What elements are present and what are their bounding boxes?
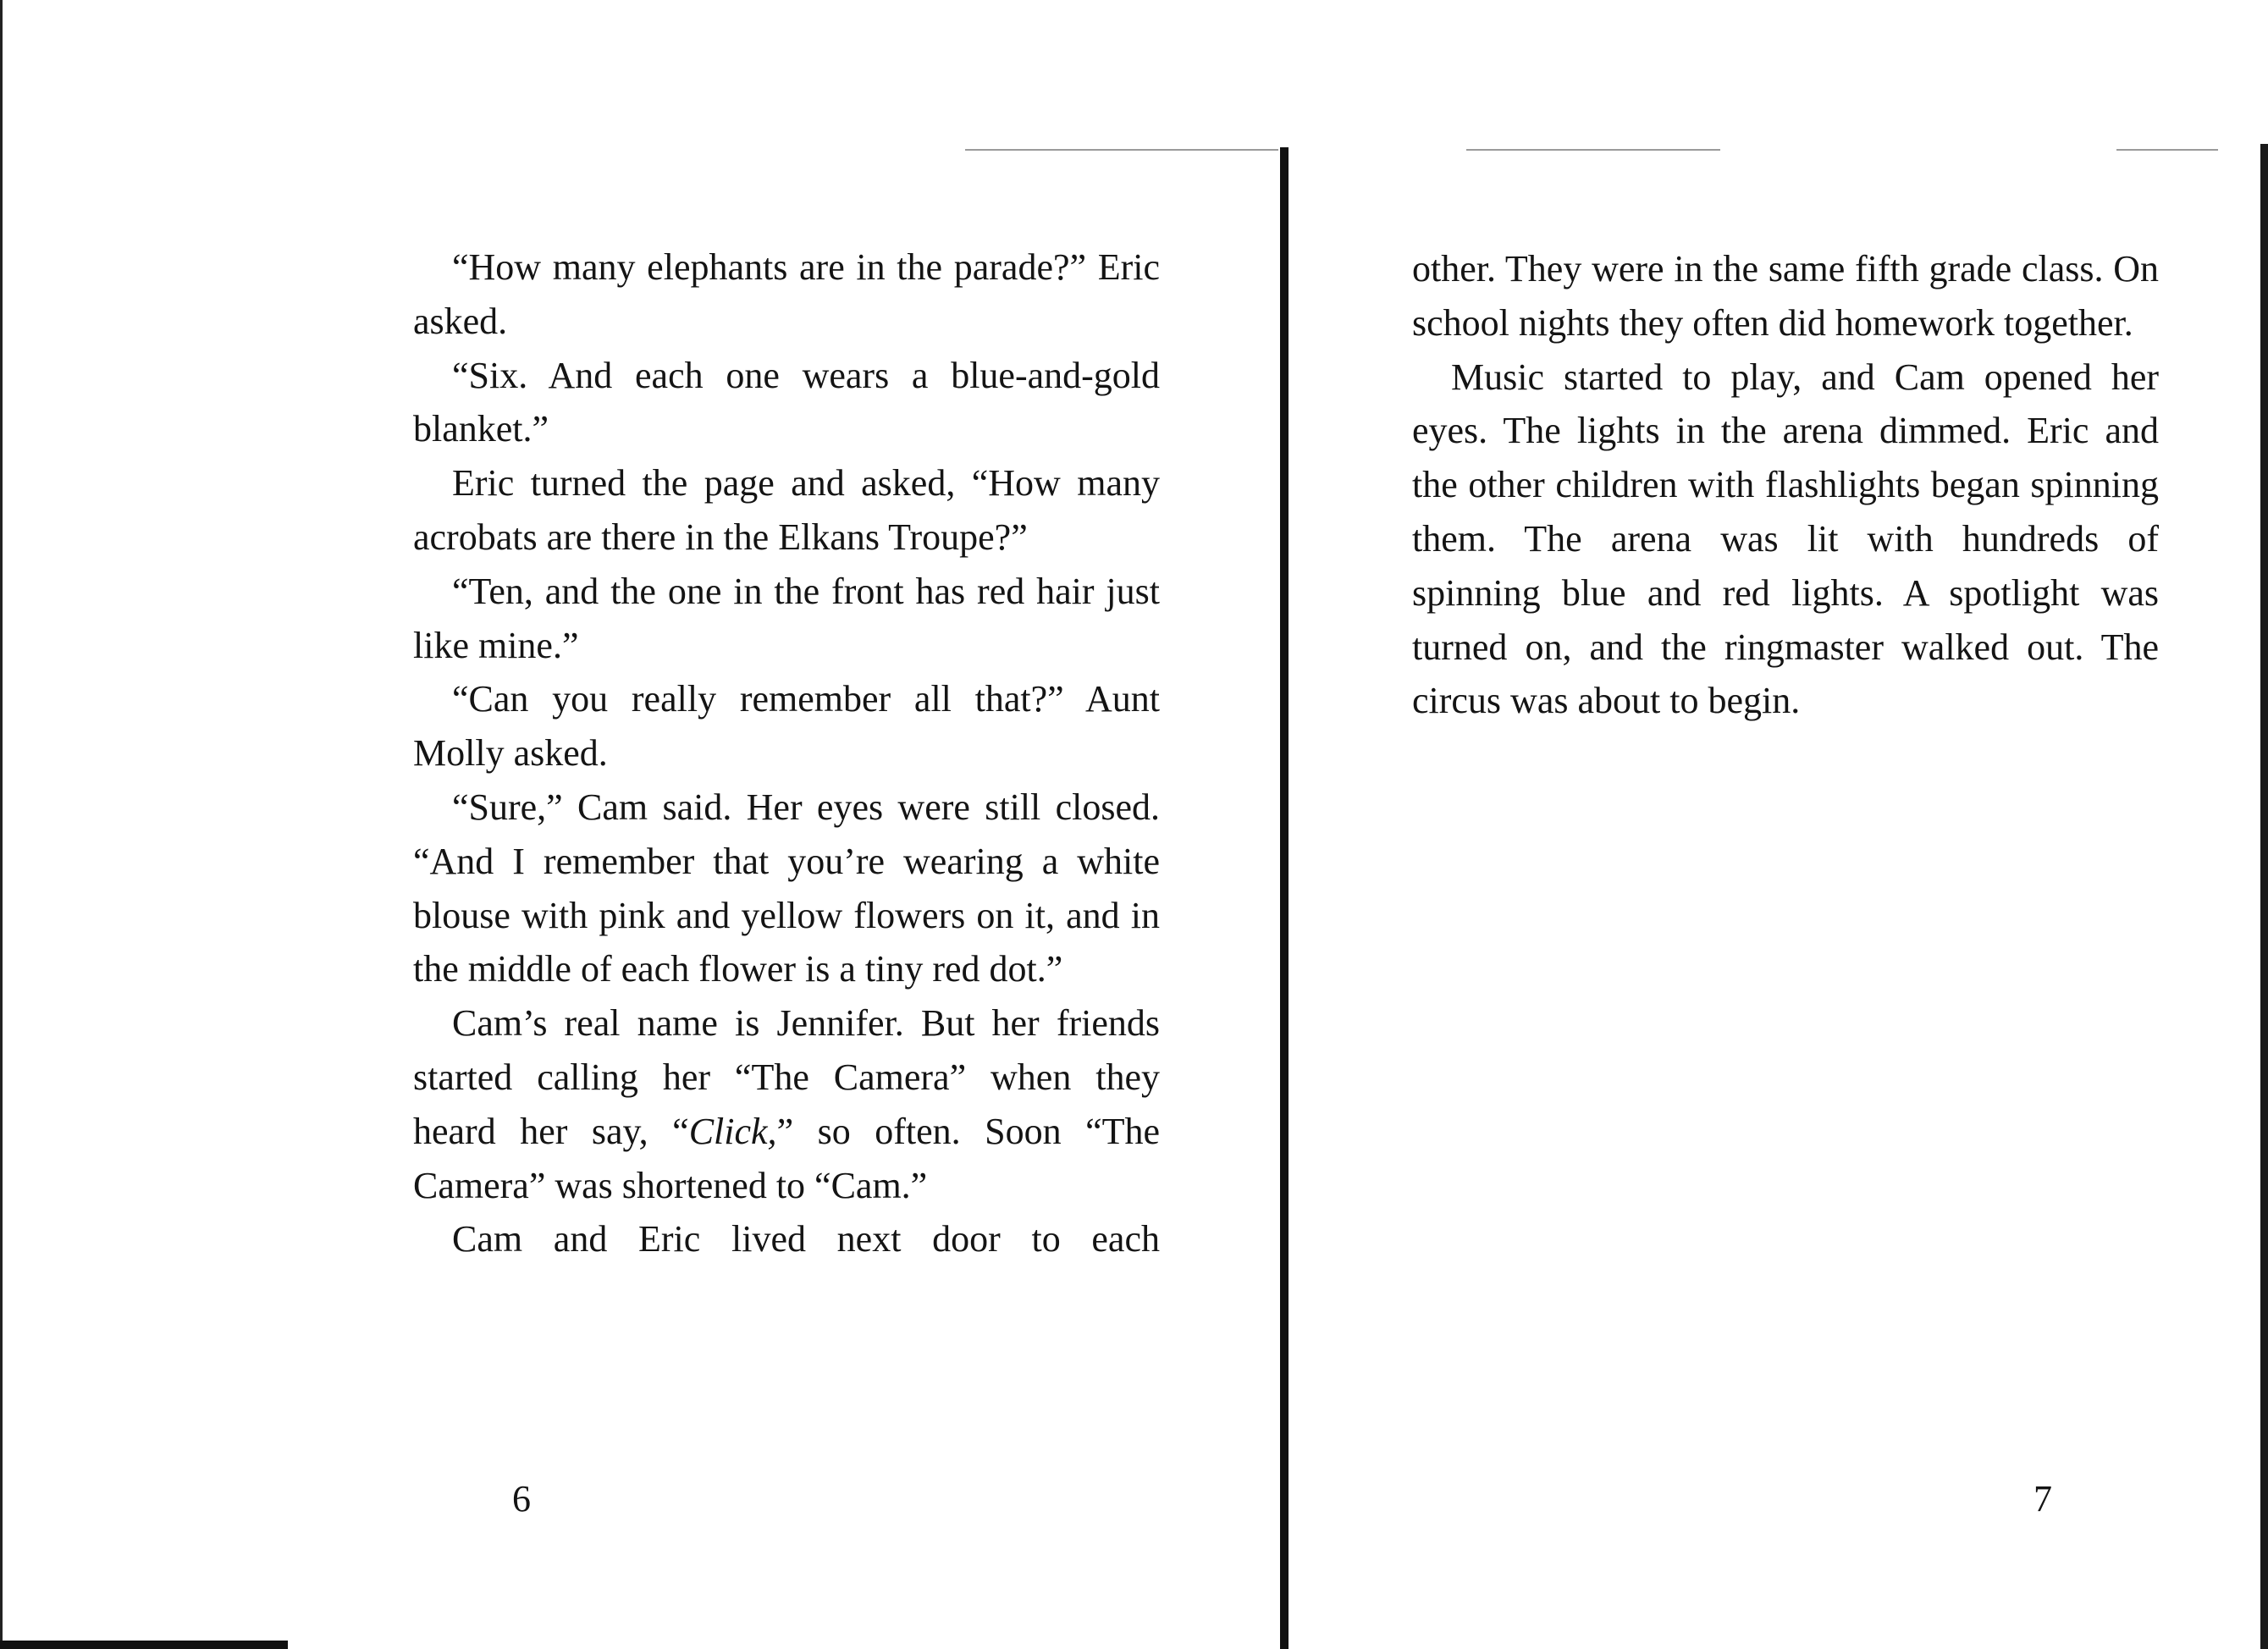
paragraph: Music started to play, and Cam opened her eyes. The lights in the arena dimmed. Eric and the other children with flashlights began spinning them. The arena was lit with hundreds of spinning blue and red lights. A spotlight was turned on, and the ringmaster walked out. The circus was about to begin.: [1412, 356, 2159, 722]
scan-edge-bottom: [0, 1641, 288, 1649]
book-gutter: [1280, 147, 1289, 1649]
paragraph: “Sure,” Cam said. Her eyes were still closed. “And I remember that you’re wearing a white blouse with pink and yellow flowers on it, and in the middle of each flower is a tiny red dot.”: [413, 786, 1160, 990]
scan-edge-right: [2260, 144, 2268, 1649]
page-number: 6: [512, 1478, 531, 1519]
left-page-text: [413, 240, 1160, 1266]
right-page: [1290, 0, 2268, 1649]
right-page-text: [1412, 242, 2159, 728]
page-number: 7: [2033, 1478, 2052, 1519]
paragraph: Cam’s real name is Jennifer. But her friends started calling her “The Camera” when they heard her say, “Click,” so often. Soon “The Camera” was shortened to “Cam.”: [413, 1002, 1161, 1206]
paragraph: “Six. And each one wears a blue-and-gold blanket.”: [413, 354, 1160, 450]
paragraph: “Ten, and the one in the front has red hair just like mine.”: [413, 570, 1160, 666]
paragraph: other. They were in the same fifth grade class. On school nights they often did homework together.: [1412, 248, 2159, 344]
paragraph: Cam and Eric lived next door to each: [452, 1218, 1160, 1260]
paragraph: “Can you really remember all that?” Aunt Molly asked.: [413, 678, 1160, 775]
paragraph: Eric turned the page and asked, “How many acrobats are there in the Elkans Troupe?”: [413, 462, 1160, 558]
paragraph: “How many elephants are in the parade?” Eric asked.: [413, 246, 1160, 342]
